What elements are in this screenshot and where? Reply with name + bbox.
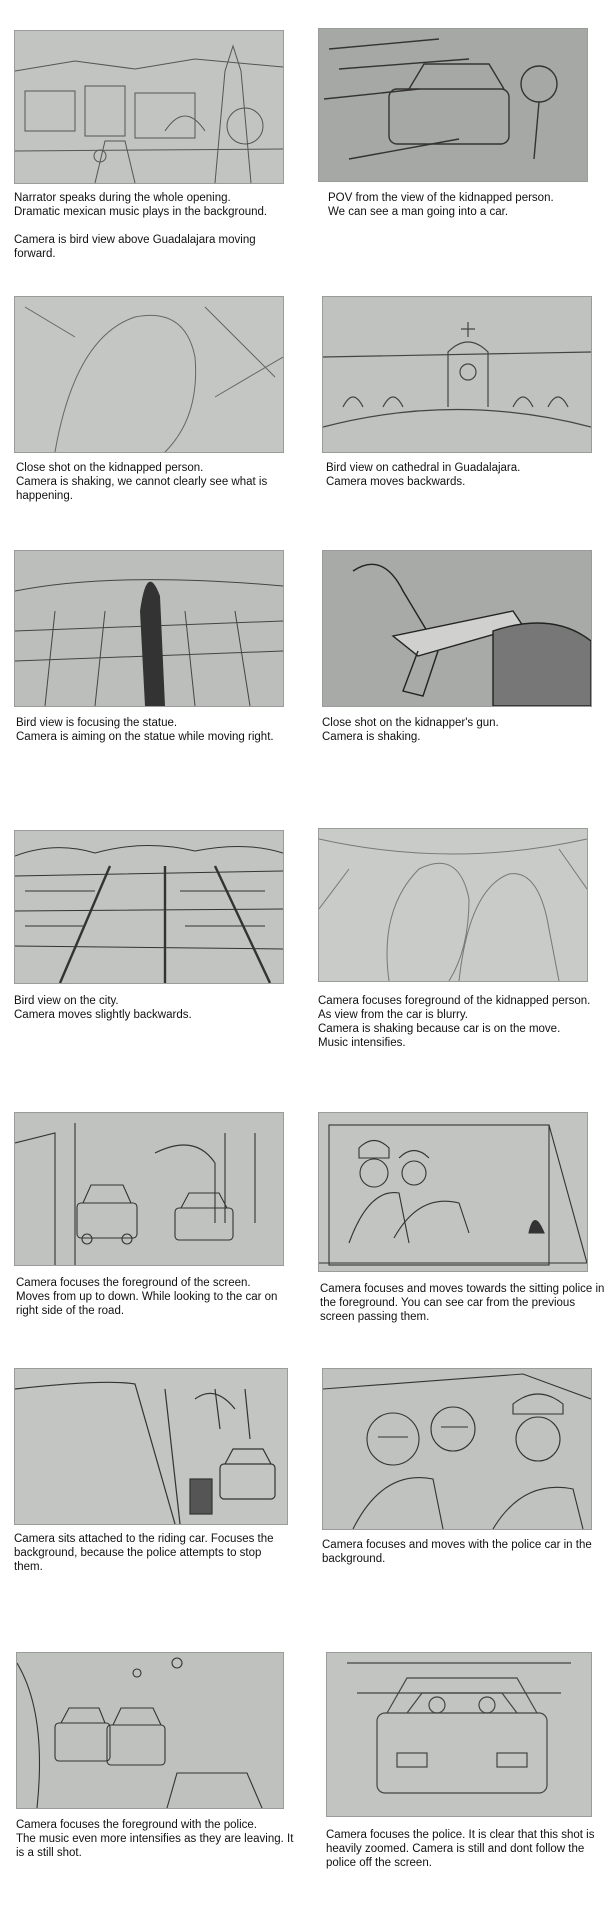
sketch-blurry-car xyxy=(319,829,587,981)
sketch-frame-11 xyxy=(14,1368,288,1525)
panel-caption-12: Camera focuses and moves with the police car in the background. xyxy=(322,1539,595,1565)
panel-caption-11: Camera sits attached to the riding car. Focuses the background, because the police attempts to stop them. xyxy=(14,1533,277,1573)
panel-caption-7: Bird view on the city. Camera moves slightly backwards. xyxy=(14,995,192,1021)
panel-caption-5: Bird view is focusing the statue. Camera is aiming on the statue while moving right. xyxy=(16,717,274,743)
sketch-city-grid xyxy=(15,831,283,983)
panel-caption-14: Camera focuses the police. It is clear that this shot is heavily zoomed. Camera is still and dont follow the police off the screen. xyxy=(326,1829,598,1869)
panel-caption-10: Camera focuses and moves towards the sitting police in the foreground. You can see car from the previous screen passing them. xyxy=(320,1283,608,1323)
sketch-frame-2 xyxy=(318,28,588,182)
panel-caption-4: Bird view on cathedral in Guadalajara. Camera moves backwards. xyxy=(326,462,521,488)
panel-caption-3: Close shot on the kidnapped person. Camera is shaking, we cannot clearly see what is happening. xyxy=(16,462,268,502)
sketch-frame-8 xyxy=(318,828,588,982)
panel-caption-1: Narrator speaks during the whole opening. Dramatic mexican music plays in the background. Camera is bird view above Guadalajara moving forward. xyxy=(14,192,268,260)
sketch-dark-car-pov xyxy=(319,29,587,181)
panel-caption-8: Camera focuses foreground of the kidnapped person. As view from the car is blurry. Camera is shaking because car is on the move. Music intensifies. xyxy=(318,995,591,1049)
sketch-frame-3 xyxy=(14,296,284,453)
panel-caption-9: Camera focuses the foreground of the screen. Moves from up to down. While looking to the car on right side of the road. xyxy=(16,1277,278,1317)
sketch-zoomed-police xyxy=(327,1653,591,1816)
sketch-frame-7 xyxy=(14,830,284,984)
sketch-street-cars xyxy=(15,1113,283,1265)
sketch-frame-10 xyxy=(318,1112,588,1272)
sketch-cathedral xyxy=(323,297,591,452)
sketch-frame-9 xyxy=(14,1112,284,1266)
sketch-frame-12 xyxy=(322,1368,592,1530)
sketch-city-rooftops xyxy=(15,31,283,183)
sketch-frame-13 xyxy=(16,1652,284,1809)
sketch-police-sitting xyxy=(319,1113,587,1271)
panel-caption-6: Close shot on the kidnapper's gun. Camera is shaking. xyxy=(322,717,499,743)
sketch-frame-1 xyxy=(14,30,284,184)
sketch-close-blur xyxy=(15,297,283,452)
sketch-frame-14 xyxy=(326,1652,592,1817)
sketch-frame-5 xyxy=(14,550,284,707)
sketch-frame-4 xyxy=(322,296,592,453)
sketch-statue xyxy=(15,551,283,706)
sketch-windshield-police xyxy=(15,1369,287,1524)
sketch-gun xyxy=(323,551,591,706)
sketch-police-cars-street xyxy=(17,1653,283,1808)
sketch-police-car-faces xyxy=(323,1369,591,1529)
panel-caption-13: Camera focuses the foreground with the police. The music even more intensifies as they are leaving. It is a still shot. xyxy=(16,1819,294,1859)
sketch-frame-6 xyxy=(322,550,592,707)
panel-caption-2: POV from the view of the kidnapped person. We can see a man going into a car. xyxy=(328,192,554,218)
